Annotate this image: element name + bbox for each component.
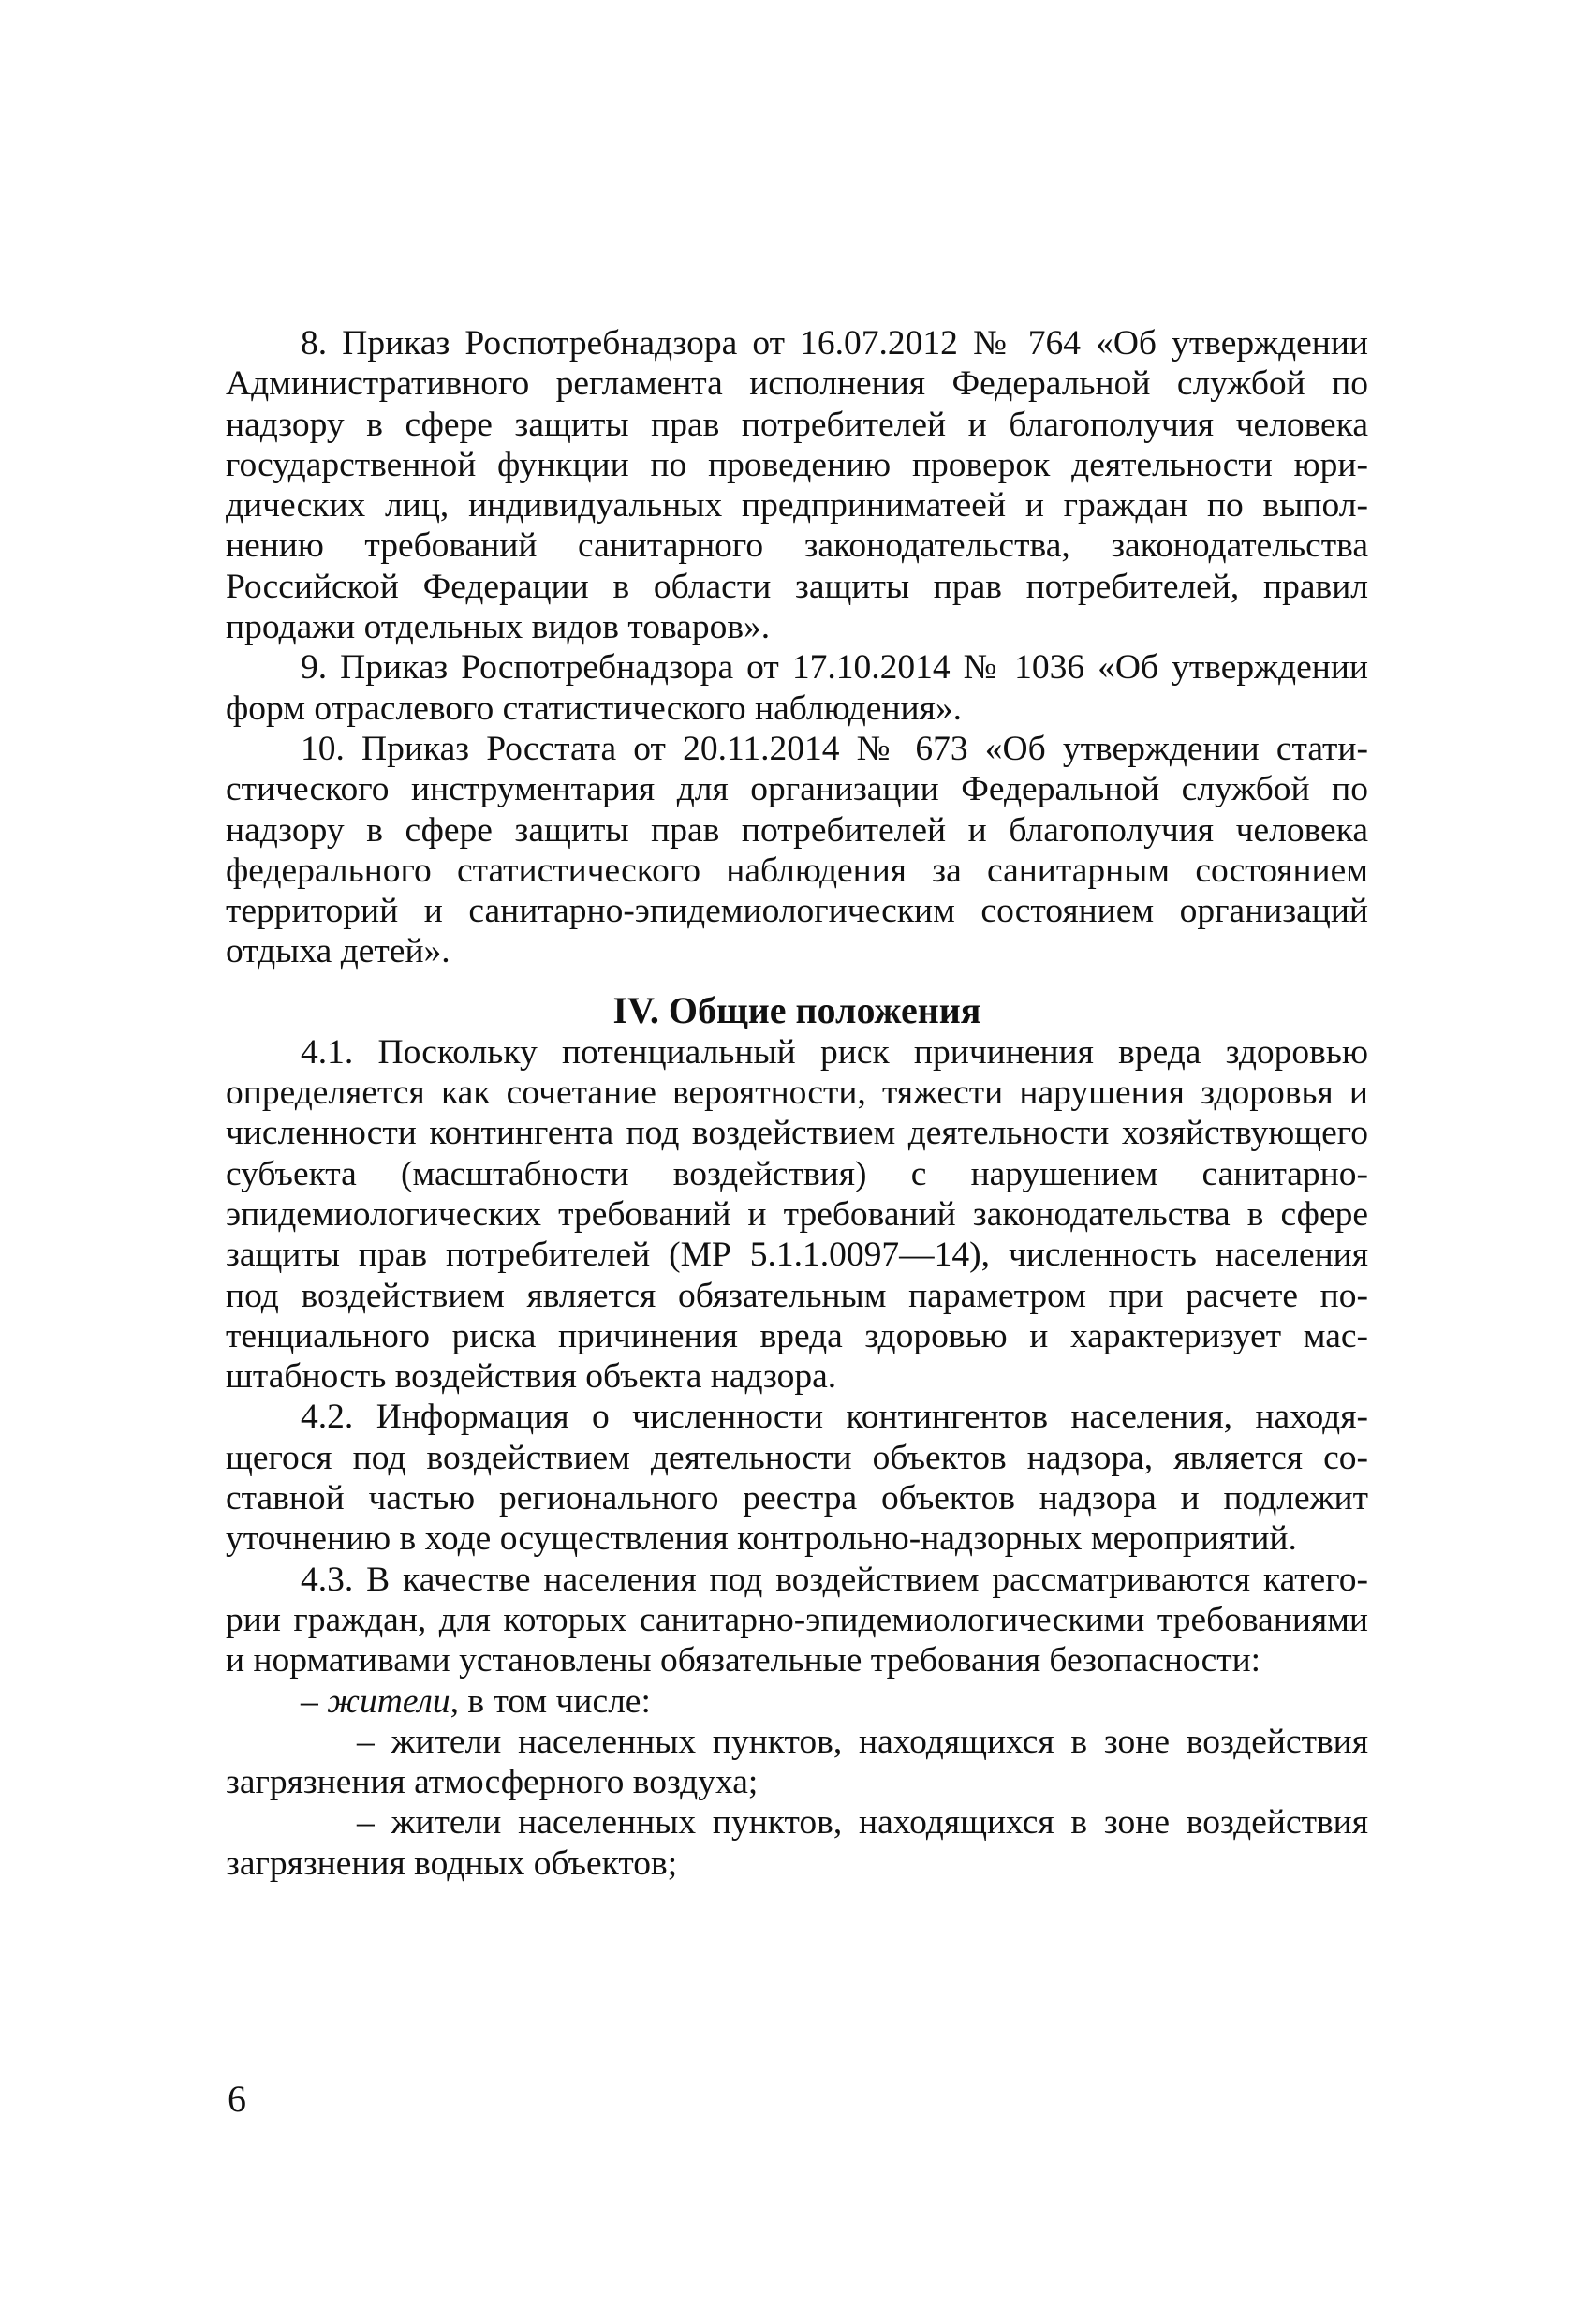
section-heading: IV. Общие положения [612,988,981,1031]
list-item: – жители населенных пунктов, находящихся в зоне воздействия загрязнения атмосферного воздуха; [226,1722,1368,1802]
reference-number: 9. [301,648,328,688]
paragraph-number: 4.3. [301,1560,354,1599]
reference-item-8 [226,323,1368,647]
page-number: 6 [228,2078,246,2120]
list-item: – жители населенных пунктов, находящихся в зоне воздействия загрязнения водных объектов; [226,1803,1368,1883]
list-dash: – [301,1681,318,1721]
paragraph-4-2 [226,1397,1368,1559]
reference-number: 8. [301,324,328,363]
paragraph-text: Информация о численности контингентов населения, находящегося под воздействием деятельности объектов надзора, является составной частью регионального реестра объектов надзора и подлежит уточнению в ходе осуществления контрольно-надзорных мероприятий. [226,1398,1369,1559]
reference-item-9 [226,647,1368,729]
paragraph-text: В качестве населения под воздействием рассматриваются категории граждан, для которых санитарно-эпидемиологическими требованиями и нормативами установлены обязательные требования безопасности: [226,1560,1368,1680]
paragraph-4-1 [226,1032,1368,1398]
paragraph-number: 4.1. [301,1032,354,1072]
paragraph-text: Поскольку потенциальный риск причинения вреда здоровью определяется как сочетание вероятности, тяжести нарушения здоровья и численности контингента под воздействием деятельности хозяйствующего субъекта (масштабности воздействия) с нарушением санитарно-эпидемиологических требований и требований законодательства в сфере защиты прав потребителей (МР 5.1.1.0097—14), численность населения под воздействием является обязательным параметром при расчете потенциального риска причинения вреда здоровью и характеризует масштабность воздействия объекта надзора. [226,1032,1369,1397]
reference-text: Приказ Роспотребнадзора от 17.10.2014 № 1036 «Об утверждении форм отраслевого статистического наблюдения». [226,648,1368,728]
list-lead-rest: , в том числе: [450,1681,651,1721]
paragraph-4-3 [226,1560,1368,1681]
reference-text: Приказ Росстата от 20.11.2014 № 673 «Об утверждении статистического инструментария для организации Федеральной службой по надзору в сфере защиты прав потребителей и благополучия человека федерального статистического наблюдения за санитарным состоянием территорий и санитарно-эпидемиологическим состоянием организаций отдыха детей». [226,729,1368,971]
list-lead-term: жители [327,1681,450,1721]
list-lead-item [226,1681,1368,1722]
reference-item-10 [226,729,1368,972]
paragraph-number: 4.2. [301,1398,354,1437]
page-body [226,323,1368,1884]
reference-text: Приказ Роспотребнадзора от 16.07.2012 № 764 «Об утверждении Административного регламента исполнения Федеральной службой по надзору в сфере защиты прав потребителей и благополучия человека государственной функции по проведению проверок деятельности юридических лиц, индивидуальных предприниматеей и граждан по выполнению требований санитарного законодательства, законодательства Российской Федерации в области защиты прав потребителей, правил продажи отдельных видов товаров». [226,324,1368,647]
reference-number: 10. [301,729,345,768]
